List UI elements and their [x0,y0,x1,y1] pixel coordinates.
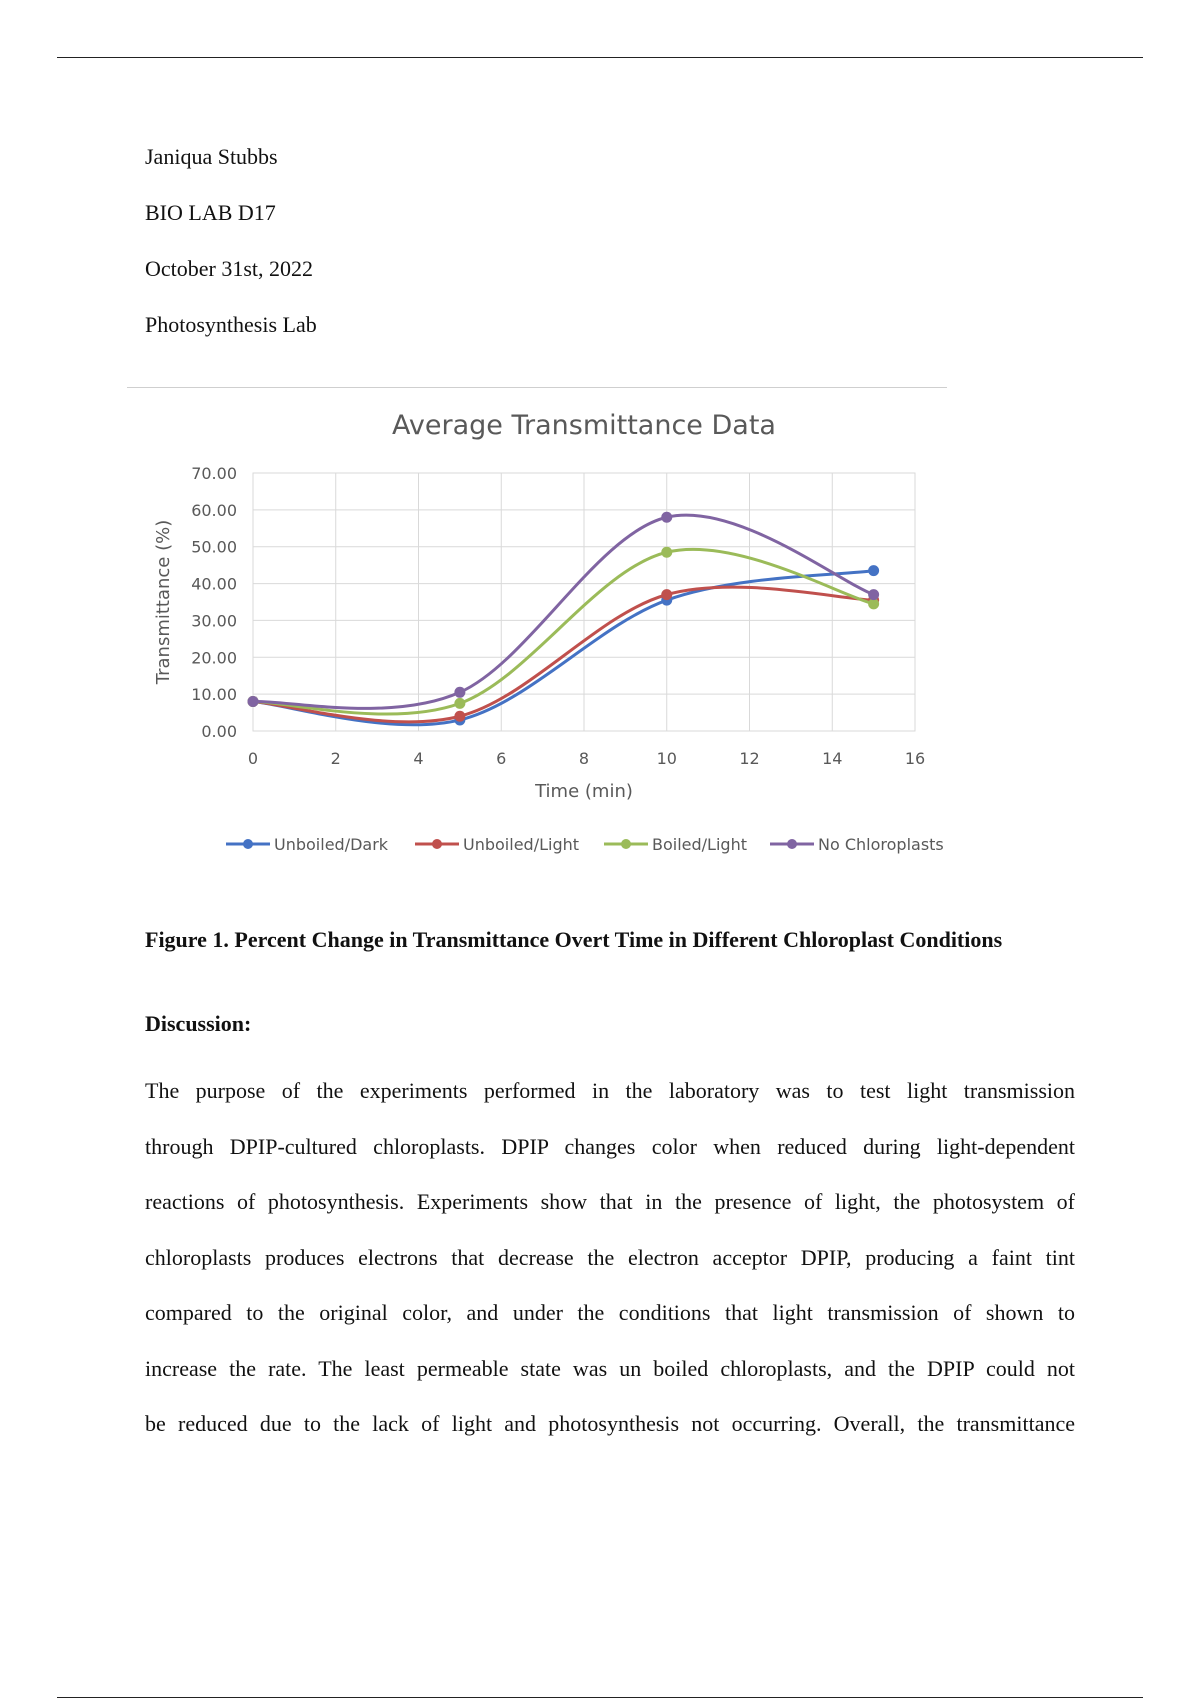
x-axis-label: Time (min) [535,781,633,802]
x-tick-label: 8 [578,749,590,768]
legend-marker [621,839,631,849]
y-tick-label: 50.00 [191,537,237,557]
chart-title: Average Transmittance Data [392,410,776,441]
data-point [661,547,672,558]
figure-caption: Figure 1. Percent Change in Transmittance Overt Time in Different Chloroplast Conditions [145,927,1003,952]
discussion-line: reactions of photosynthesis. Experiments show that in the presence of light, the photosystem of [145,1189,1075,1214]
chart-figure [127,387,947,878]
data-point [454,711,465,722]
legend-label: No Chloroplasts [818,835,944,854]
legend-marker [432,839,442,849]
discussion-line: compared to the original color, and under the conditions that light transmission of shown to [145,1300,1075,1325]
discussion-line: chloroplasts produces electrons that decrease the electron acceptor DPIP, producing a faint tint [145,1244,1075,1270]
discussion-line: be reduced due to the lack of light and photosynthesis not occurring. Overall, the transmittance [145,1411,1075,1436]
data-point [454,687,465,698]
document-date: October 31st, 2022 [145,256,314,281]
lab-title: Photosynthesis Lab [145,312,317,337]
x-tick-label: 12 [739,749,760,768]
x-tick-label: 6 [496,749,507,768]
x-tick-label: 10 [656,749,677,768]
discussion-heading: Discussion: [145,1011,252,1036]
document-header [145,145,317,369]
bottom-rule [57,1697,1143,1698]
y-tick-label: 40.00 [191,574,237,594]
top-rule [57,57,1143,58]
discussion-line: The purpose of the experiments performed in the laboratory was to test light transmission [145,1078,1075,1103]
y-tick-label: 70.00 [191,464,237,483]
x-tick-label: 16 [904,749,926,768]
legend-marker [243,839,253,849]
y-tick-label: 0.00 [201,722,237,741]
series-line [253,549,874,714]
x-tick-label: 4 [413,749,424,768]
x-tick-label: 2 [330,749,341,768]
series-line [253,587,874,722]
y-tick-label: 60.00 [191,500,237,520]
data-point [248,696,259,707]
series-line [253,571,874,725]
discussion-body [145,1063,1075,1452]
legend-label: Unboiled/Light [463,835,580,854]
y-tick-label: 30.00 [191,611,237,631]
data-point [868,565,879,576]
x-tick-label: 14 [822,749,843,768]
data-point [661,589,672,600]
data-point [661,512,672,523]
legend-marker [787,839,797,849]
y-tick-label: 20.00 [191,648,237,668]
transmittance-chart [127,388,947,878]
legend-label: Boiled/Light [652,835,747,854]
course-name: BIO LAB D17 [145,200,276,225]
series-line [253,515,874,708]
discussion-line: increase the rate. The least permeable state was un boiled chloroplasts, and the DPIP could not [145,1355,1075,1381]
data-point [868,589,879,600]
x-tick-label: 0 [247,749,259,768]
author-name: Janiqua Stubbs [145,144,278,169]
data-point [454,698,465,709]
y-axis-label: Transmittance (%) [153,519,174,685]
legend-label: Unboiled/Dark [274,835,389,854]
discussion-line: through DPIP-cultured chloroplasts. DPIP changes color when reduced during light-dependent [145,1133,1075,1159]
y-tick-label: 10.00 [191,685,237,705]
